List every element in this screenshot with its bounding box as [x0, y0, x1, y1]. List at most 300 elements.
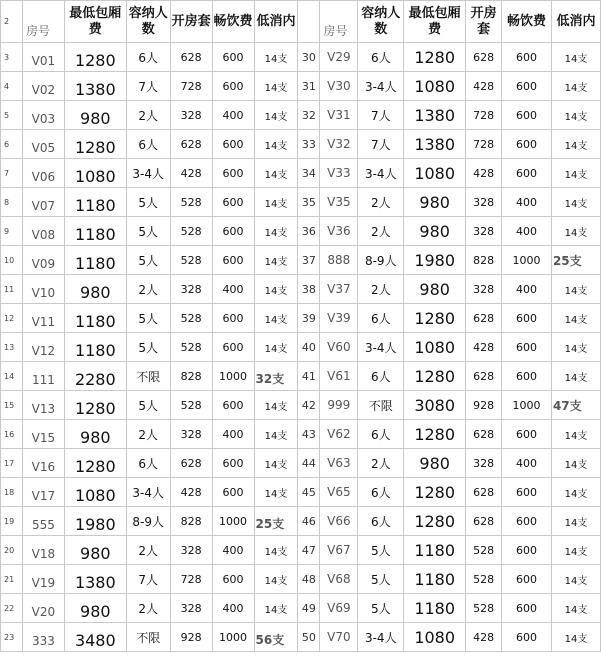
- right-drink-fee: 600: [502, 159, 552, 188]
- row-number: 17: [1, 449, 23, 478]
- right-capacity: 3-4人: [358, 72, 404, 101]
- row-number: 19: [1, 507, 23, 536]
- left-capacity: 6人: [126, 43, 170, 72]
- left-min-room-fee: 1280: [64, 391, 126, 420]
- row-number: 6: [1, 130, 23, 159]
- right-min-room-fee: 1080: [404, 159, 466, 188]
- middle-index: 34: [298, 159, 320, 188]
- left-room-package: 528: [170, 304, 212, 333]
- right-drink-fee: 600: [502, 420, 552, 449]
- row-number: 10: [1, 246, 23, 275]
- left-min-spend-includes: 14支: [254, 333, 298, 362]
- left-min-room-fee: 2280: [64, 362, 126, 391]
- right-room-package: 328: [466, 275, 502, 304]
- right-min-spend-includes: 14支: [551, 362, 600, 391]
- left-capacity: 不限: [126, 362, 170, 391]
- left-drink-fee: 600: [212, 478, 254, 507]
- right-min-spend-includes: 14支: [551, 623, 600, 652]
- right-drink-fee: 600: [502, 565, 552, 594]
- left-room-number: V18: [22, 536, 64, 565]
- right-min-room-fee: 1280: [404, 420, 466, 449]
- middle-index: 44: [298, 449, 320, 478]
- right-drink-fee: 1000: [502, 246, 552, 275]
- right-min-room-fee: 1380: [404, 101, 466, 130]
- middle-index: 45: [298, 478, 320, 507]
- right-room-package: 928: [466, 391, 502, 420]
- table-row: [1, 507, 601, 536]
- left-capacity: 2人: [126, 420, 170, 449]
- left-min-room-fee: 980: [64, 536, 126, 565]
- middle-index: 41: [298, 362, 320, 391]
- left-capacity: 8-9人: [126, 507, 170, 536]
- left-min-room-fee: 1180: [64, 246, 126, 275]
- middle-index: 46: [298, 507, 320, 536]
- right-capacity: 5人: [358, 594, 404, 623]
- table-row: [1, 43, 601, 72]
- row-number: 8: [1, 188, 23, 217]
- right-room-package: 528: [466, 565, 502, 594]
- table-row: [1, 72, 601, 101]
- left-min-room-fee: 1380: [64, 565, 126, 594]
- row-number: 5: [1, 101, 23, 130]
- middle-index: 48: [298, 565, 320, 594]
- right-min-room-fee: 1280: [404, 43, 466, 72]
- left-room-package: 428: [170, 159, 212, 188]
- right-min-spend-includes: 14支: [551, 304, 600, 333]
- left-capacity: 5人: [126, 304, 170, 333]
- right-capacity: 3-4人: [358, 333, 404, 362]
- right-drink-fee: 600: [502, 333, 552, 362]
- left-room-number: V20: [22, 594, 64, 623]
- left-capacity: 2人: [126, 101, 170, 130]
- right-min-room-fee: 1180: [404, 594, 466, 623]
- right-room-number: V30: [320, 72, 358, 101]
- right-min-room-fee: 1280: [404, 507, 466, 536]
- right-drink-fee: 600: [502, 594, 552, 623]
- row-number: 14: [1, 362, 23, 391]
- left-min-spend-includes: 14支: [254, 565, 298, 594]
- table-row: [1, 101, 601, 130]
- left-drink-fee: 600: [212, 188, 254, 217]
- row-number: 22: [1, 594, 23, 623]
- left-min-room-fee: 1080: [64, 159, 126, 188]
- right-room-package: 428: [466, 159, 502, 188]
- right-drink-fee: 400: [502, 188, 552, 217]
- right-room-number: V69: [320, 594, 358, 623]
- left-room-number: V10: [22, 275, 64, 304]
- right-room-number: V39: [320, 304, 358, 333]
- left-room-package: 628: [170, 130, 212, 159]
- table-row: [1, 594, 601, 623]
- header-row: [1, 1, 601, 43]
- right-min-spend-includes: 14支: [551, 507, 600, 536]
- left-room-number: V16: [22, 449, 64, 478]
- left-drink-fee: 600: [212, 246, 254, 275]
- right-room-package: 728: [466, 101, 502, 130]
- right-min-spend-includes: 14支: [551, 536, 600, 565]
- right-capacity: 6人: [358, 43, 404, 72]
- left-capacity: 3-4人: [126, 478, 170, 507]
- right-room-number: V62: [320, 420, 358, 449]
- left-capacity: 3-4人: [126, 159, 170, 188]
- left-min-room-fee: 1280: [64, 449, 126, 478]
- right-capacity: 3-4人: [358, 159, 404, 188]
- right-drink-fee: 600: [502, 362, 552, 391]
- left-drink-fee: 600: [212, 333, 254, 362]
- table-row: [1, 130, 601, 159]
- left-room-number: V19: [22, 565, 64, 594]
- left-min-room-fee: 1180: [64, 217, 126, 246]
- right-room-package: 728: [466, 130, 502, 159]
- left-min-spend-includes: 14支: [254, 217, 298, 246]
- middle-index: 31: [298, 72, 320, 101]
- row-number: 23: [1, 623, 23, 652]
- right-room-package: 628: [466, 478, 502, 507]
- left-min-spend-includes: 14支: [254, 159, 298, 188]
- right-min-room-fee: 980: [404, 217, 466, 246]
- right-min-spend-includes: 14支: [551, 594, 600, 623]
- right-min-spend-includes: 14支: [551, 565, 600, 594]
- left-room-package: 428: [170, 478, 212, 507]
- row-number: 2: [1, 1, 23, 43]
- left-room-package: 528: [170, 217, 212, 246]
- right-capacity: 2人: [358, 449, 404, 478]
- right-capacity: 5人: [358, 536, 404, 565]
- left-capacity: 7人: [126, 565, 170, 594]
- right-room-number: V61: [320, 362, 358, 391]
- right-min-spend-includes: 14支: [551, 130, 600, 159]
- left-min-spend-includes: 56支: [254, 623, 298, 652]
- left-drink-fee: 400: [212, 536, 254, 565]
- right-room-package: 828: [466, 246, 502, 275]
- middle-index: 35: [298, 188, 320, 217]
- left-min-spend-includes: 14支: [254, 594, 298, 623]
- left-min-spend-includes: 14支: [254, 101, 298, 130]
- left-min-spend-includes: 14支: [254, 304, 298, 333]
- left-room-package: 628: [170, 449, 212, 478]
- left-min-room-fee: 980: [64, 420, 126, 449]
- left-capacity: 5人: [126, 391, 170, 420]
- left-min-room-fee: 3480: [64, 623, 126, 652]
- right-room-number: V67: [320, 536, 358, 565]
- left-drink-fee: 1000: [212, 623, 254, 652]
- right-min-spend-includes: 14支: [551, 217, 600, 246]
- left-min-spend-includes: 14支: [254, 478, 298, 507]
- right-room-package: 528: [466, 594, 502, 623]
- left-min-room-fee: 980: [64, 101, 126, 130]
- right-room-number: 999: [320, 391, 358, 420]
- left-room-package: 328: [170, 275, 212, 304]
- right-capacity: 6人: [358, 507, 404, 536]
- left-drink-fee: 600: [212, 130, 254, 159]
- left-room-package: 828: [170, 507, 212, 536]
- right-min-room-fee: 3080: [404, 391, 466, 420]
- row-number: 9: [1, 217, 23, 246]
- left-capacity: 5人: [126, 188, 170, 217]
- left-min-spend-includes: 14支: [254, 391, 298, 420]
- left-min-room-fee: 1280: [64, 43, 126, 72]
- right-drink-fee: 600: [502, 478, 552, 507]
- header-min-room-fee: 最低包厢费: [64, 1, 126, 43]
- row-number: 3: [1, 43, 23, 72]
- table-row: [1, 623, 601, 652]
- table-row: [1, 188, 601, 217]
- left-min-spend-includes: 14支: [254, 449, 298, 478]
- right-min-room-fee: 980: [404, 275, 466, 304]
- right-min-room-fee: 1080: [404, 623, 466, 652]
- right-room-number: V36: [320, 217, 358, 246]
- row-number: 11: [1, 275, 23, 304]
- row-number: 4: [1, 72, 23, 101]
- right-capacity: 2人: [358, 217, 404, 246]
- left-room-package: 628: [170, 43, 212, 72]
- left-drink-fee: 400: [212, 101, 254, 130]
- left-room-number: V13: [22, 391, 64, 420]
- row-number: 18: [1, 478, 23, 507]
- right-min-spend-includes: 25支: [551, 246, 600, 275]
- right-min-room-fee: 1280: [404, 362, 466, 391]
- left-room-number: V05: [22, 130, 64, 159]
- left-room-number: 333: [22, 623, 64, 652]
- row-number: 16: [1, 420, 23, 449]
- left-room-number: V11: [22, 304, 64, 333]
- left-room-package: 328: [170, 420, 212, 449]
- middle-index: 49: [298, 594, 320, 623]
- left-min-spend-includes: 14支: [254, 43, 298, 72]
- header-drink-fee: 畅饮费: [502, 1, 552, 43]
- right-min-spend-includes: 14支: [551, 188, 600, 217]
- right-min-spend-includes: 14支: [551, 478, 600, 507]
- right-min-room-fee: 1980: [404, 246, 466, 275]
- right-room-number: V60: [320, 333, 358, 362]
- right-room-package: 628: [466, 420, 502, 449]
- left-room-number: V08: [22, 217, 64, 246]
- left-drink-fee: 400: [212, 275, 254, 304]
- row-number: 15: [1, 391, 23, 420]
- left-capacity: 5人: [126, 217, 170, 246]
- left-min-spend-includes: 32支: [254, 362, 298, 391]
- left-room-number: V12: [22, 333, 64, 362]
- left-room-number: 111: [22, 362, 64, 391]
- middle-index: 50: [298, 623, 320, 652]
- header-min-room-fee: 最低包厢费: [404, 1, 466, 43]
- right-room-package: 328: [466, 188, 502, 217]
- middle-index: 47: [298, 536, 320, 565]
- left-drink-fee: 600: [212, 565, 254, 594]
- middle-index: 39: [298, 304, 320, 333]
- left-drink-fee: 600: [212, 391, 254, 420]
- left-room-number: V02: [22, 72, 64, 101]
- left-drink-fee: 600: [212, 159, 254, 188]
- right-min-spend-includes: 14支: [551, 333, 600, 362]
- left-room-package: 728: [170, 565, 212, 594]
- row-number: 13: [1, 333, 23, 362]
- right-room-package: 628: [466, 362, 502, 391]
- left-drink-fee: 1000: [212, 362, 254, 391]
- right-drink-fee: 1000: [502, 391, 552, 420]
- left-min-spend-includes: 14支: [254, 130, 298, 159]
- table-row: [1, 333, 601, 362]
- header-middle-cell: [298, 1, 320, 43]
- right-capacity: 6人: [358, 420, 404, 449]
- right-room-package: 328: [466, 449, 502, 478]
- middle-index: 33: [298, 130, 320, 159]
- table-row: [1, 304, 601, 333]
- right-capacity: 不限: [358, 391, 404, 420]
- right-min-room-fee: 1180: [404, 536, 466, 565]
- header-room-package: 开房套: [466, 1, 502, 43]
- left-room-package: 528: [170, 188, 212, 217]
- right-drink-fee: 600: [502, 623, 552, 652]
- left-room-package: 328: [170, 101, 212, 130]
- right-room-number: V65: [320, 478, 358, 507]
- left-min-spend-includes: 25支: [254, 507, 298, 536]
- header-room-number: 房号: [22, 1, 64, 43]
- left-room-package: 828: [170, 362, 212, 391]
- right-capacity: 6人: [358, 362, 404, 391]
- right-min-spend-includes: 14支: [551, 420, 600, 449]
- left-capacity: 2人: [126, 536, 170, 565]
- middle-index: 42: [298, 391, 320, 420]
- right-room-package: 428: [466, 72, 502, 101]
- table-row: [1, 391, 601, 420]
- left-min-room-fee: 1280: [64, 130, 126, 159]
- middle-index: 30: [298, 43, 320, 72]
- left-capacity: 7人: [126, 72, 170, 101]
- right-capacity: 3-4人: [358, 623, 404, 652]
- left-min-room-fee: 980: [64, 275, 126, 304]
- table-row: [1, 536, 601, 565]
- left-capacity: 5人: [126, 246, 170, 275]
- header-room-package: 开房套: [170, 1, 212, 43]
- right-room-number: V68: [320, 565, 358, 594]
- right-min-spend-includes: 14支: [551, 72, 600, 101]
- right-room-number: V31: [320, 101, 358, 130]
- left-capacity: 2人: [126, 275, 170, 304]
- left-min-room-fee: 1380: [64, 72, 126, 101]
- left-drink-fee: 600: [212, 304, 254, 333]
- right-min-spend-includes: 14支: [551, 101, 600, 130]
- right-room-package: 528: [466, 536, 502, 565]
- left-room-number: V17: [22, 478, 64, 507]
- right-drink-fee: 600: [502, 304, 552, 333]
- table-row: [1, 565, 601, 594]
- right-drink-fee: 400: [502, 217, 552, 246]
- left-room-package: 328: [170, 536, 212, 565]
- right-capacity: 5人: [358, 565, 404, 594]
- left-min-spend-includes: 14支: [254, 72, 298, 101]
- left-min-room-fee: 1180: [64, 333, 126, 362]
- left-room-number: V01: [22, 43, 64, 72]
- left-min-room-fee: 1180: [64, 188, 126, 217]
- left-room-package: 328: [170, 594, 212, 623]
- table-row: [1, 362, 601, 391]
- table-row: [1, 275, 601, 304]
- right-min-spend-includes: 14支: [551, 159, 600, 188]
- table-row: [1, 217, 601, 246]
- table-row: [1, 246, 601, 275]
- row-number: 7: [1, 159, 23, 188]
- right-min-spend-includes: 14支: [551, 43, 600, 72]
- right-room-number: V70: [320, 623, 358, 652]
- right-min-room-fee: 980: [404, 188, 466, 217]
- left-room-number: V09: [22, 246, 64, 275]
- right-drink-fee: 600: [502, 43, 552, 72]
- header-capacity: 容纳人数: [358, 1, 404, 43]
- header-room-number: 房号: [320, 1, 358, 43]
- left-capacity: 2人: [126, 594, 170, 623]
- left-capacity: 5人: [126, 333, 170, 362]
- left-room-number: 555: [22, 507, 64, 536]
- left-drink-fee: 600: [212, 72, 254, 101]
- left-min-spend-includes: 14支: [254, 275, 298, 304]
- middle-index: 32: [298, 101, 320, 130]
- right-min-room-fee: 1380: [404, 130, 466, 159]
- right-capacity: 6人: [358, 478, 404, 507]
- left-room-package: 528: [170, 333, 212, 362]
- row-number: 21: [1, 565, 23, 594]
- row-number: 20: [1, 536, 23, 565]
- table-row: [1, 449, 601, 478]
- right-drink-fee: 600: [502, 101, 552, 130]
- right-room-number: V66: [320, 507, 358, 536]
- right-room-number: V37: [320, 275, 358, 304]
- right-room-number: V29: [320, 43, 358, 72]
- right-room-package: 328: [466, 217, 502, 246]
- middle-index: 37: [298, 246, 320, 275]
- left-min-room-fee: 1180: [64, 304, 126, 333]
- middle-index: 40: [298, 333, 320, 362]
- left-room-package: 528: [170, 391, 212, 420]
- right-drink-fee: 600: [502, 72, 552, 101]
- right-min-spend-includes: 47支: [551, 391, 600, 420]
- right-min-spend-includes: 14支: [551, 275, 600, 304]
- right-room-number: V32: [320, 130, 358, 159]
- right-min-spend-includes: 14支: [551, 449, 600, 478]
- left-room-package: 728: [170, 72, 212, 101]
- left-room-number: V07: [22, 188, 64, 217]
- left-drink-fee: 400: [212, 420, 254, 449]
- right-room-package: 628: [466, 507, 502, 536]
- right-room-package: 428: [466, 623, 502, 652]
- left-min-spend-includes: 14支: [254, 246, 298, 275]
- left-drink-fee: 600: [212, 217, 254, 246]
- left-room-number: V03: [22, 101, 64, 130]
- header-min-spend-includes: 低消内: [551, 1, 600, 43]
- right-drink-fee: 600: [502, 536, 552, 565]
- right-room-package: 628: [466, 43, 502, 72]
- header-drink-fee: 畅饮费: [212, 1, 254, 43]
- left-drink-fee: 600: [212, 43, 254, 72]
- middle-index: 38: [298, 275, 320, 304]
- table-row: [1, 478, 601, 507]
- right-capacity: 7人: [358, 130, 404, 159]
- right-drink-fee: 400: [502, 449, 552, 478]
- right-drink-fee: 600: [502, 507, 552, 536]
- left-capacity: 不限: [126, 623, 170, 652]
- left-min-room-fee: 1080: [64, 478, 126, 507]
- left-room-number: V15: [22, 420, 64, 449]
- left-drink-fee: 1000: [212, 507, 254, 536]
- left-drink-fee: 600: [212, 449, 254, 478]
- right-room-package: 628: [466, 304, 502, 333]
- middle-index: 36: [298, 217, 320, 246]
- left-min-room-fee: 980: [64, 594, 126, 623]
- right-min-room-fee: 1280: [404, 478, 466, 507]
- right-drink-fee: 400: [502, 275, 552, 304]
- right-min-room-fee: 1080: [404, 72, 466, 101]
- left-room-package: 528: [170, 246, 212, 275]
